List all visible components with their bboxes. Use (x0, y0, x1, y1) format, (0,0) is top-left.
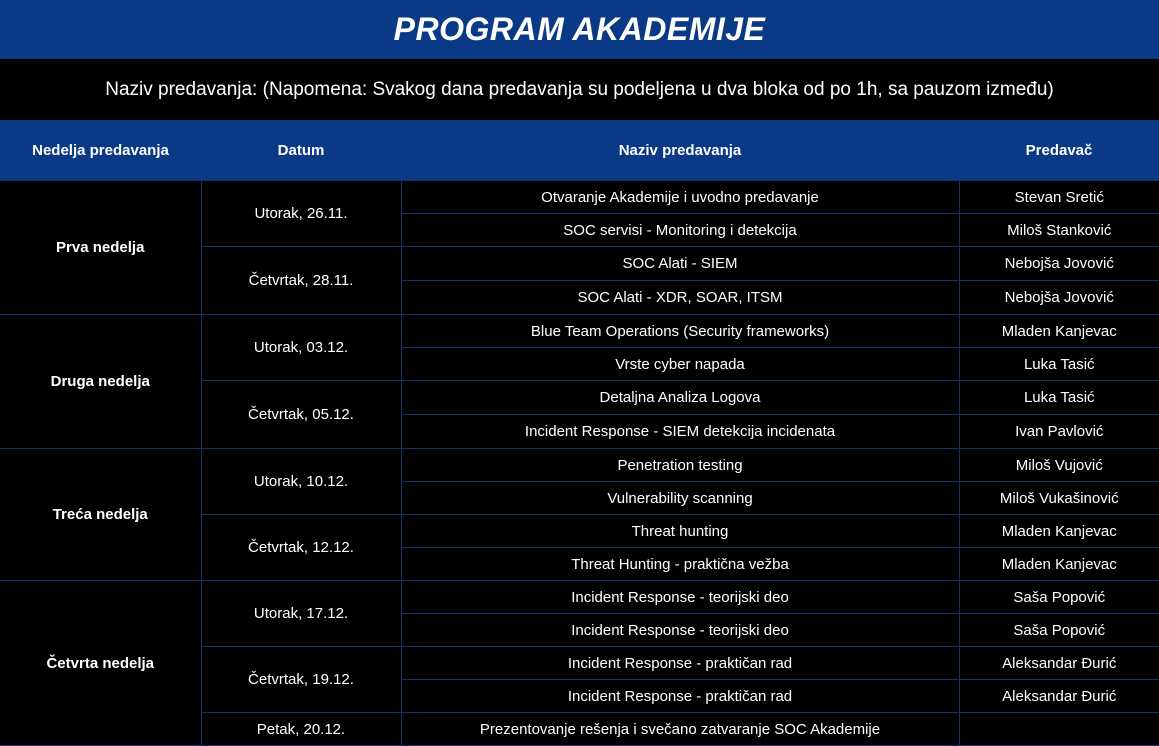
date-cell: Četvrtak, 12.12. (201, 515, 401, 581)
schedule-note: Naziv predavanja: (Napomena: Svakog dana predavanja su podeljena u dva bloka od po 1h, sa pauzom između) (105, 78, 1054, 100)
speaker-cell: Nebojša Jovović (959, 281, 1159, 315)
speaker-cell: Nebojša Jovović (959, 247, 1159, 281)
date-cell: Petak, 20.12. (201, 713, 401, 746)
header-date: Datum (201, 120, 401, 181)
speaker-cell: Mladen Kanjevac (959, 515, 1159, 548)
date-cell: Utorak, 03.12. (201, 315, 401, 381)
week-cell: Druga nedelja (0, 315, 201, 449)
table-row (0, 181, 1159, 214)
title-bar (0, 0, 1159, 59)
week-cell: Treća nedelja (0, 449, 201, 581)
date-cell: Četvrtak, 05.12. (201, 381, 401, 449)
schedule-table (0, 120, 1159, 746)
header-speaker: Predavač (959, 120, 1159, 181)
lecture-cell: Threat hunting (401, 515, 959, 548)
date-cell: Četvrtak, 28.11. (201, 247, 401, 315)
speaker-cell: Miloš Stanković (959, 214, 1159, 247)
week-cell: Prva nedelja (0, 181, 201, 315)
table-row (0, 449, 1159, 482)
speaker-cell: Saša Popović (959, 581, 1159, 614)
table-row (0, 581, 1159, 614)
speaker-cell: Luka Tasić (959, 348, 1159, 381)
date-cell: Utorak, 26.11. (201, 181, 401, 247)
speaker-cell: Mladen Kanjevac (959, 548, 1159, 581)
lecture-cell: SOC Alati - SIEM (401, 247, 959, 281)
header-row (0, 120, 1159, 181)
lecture-cell: SOC servisi - Monitoring i detekcija (401, 214, 959, 247)
lecture-cell: Incident Response - teorijski deo (401, 581, 959, 614)
header-week: Nedelja predavanja (0, 120, 201, 181)
speaker-cell: Mladen Kanjevac (959, 315, 1159, 348)
week-cell: Četvrta nedelja (0, 581, 201, 746)
page-title: PROGRAM AKADEMIJE (393, 11, 766, 47)
speaker-cell: Aleksandar Đurić (959, 680, 1159, 713)
lecture-cell: Prezentovanje rešenja i svečano zatvaranje SOC Akademije (401, 713, 959, 746)
lecture-cell: Incident Response - praktičan rad (401, 680, 959, 713)
lecture-cell: Penetration testing (401, 449, 959, 482)
lecture-cell: Incident Response - teorijski deo (401, 614, 959, 647)
lecture-cell: Detaljna Analiza Logova (401, 381, 959, 415)
lecture-cell: Blue Team Operations (Security frameworks) (401, 315, 959, 348)
lecture-cell: Vulnerability scanning (401, 482, 959, 515)
speaker-cell: Ivan Pavlović (959, 415, 1159, 449)
speaker-cell: Stevan Sretić (959, 181, 1159, 214)
speaker-cell: Miloš Vujović (959, 449, 1159, 482)
table-row (0, 315, 1159, 348)
speaker-cell: Saša Popović (959, 614, 1159, 647)
lecture-cell: Incident Response - SIEM detekcija incidenata (401, 415, 959, 449)
speaker-cell: Miloš Vukašinović (959, 482, 1159, 515)
speaker-cell (959, 713, 1159, 746)
lecture-cell: Otvaranje Akademije i uvodno predavanje (401, 181, 959, 214)
speaker-cell: Aleksandar Đurić (959, 647, 1159, 680)
date-cell: Utorak, 10.12. (201, 449, 401, 515)
header-lecture: Naziv predavanja (401, 120, 959, 181)
speaker-cell: Luka Tasić (959, 381, 1159, 415)
date-cell: Četvrtak, 19.12. (201, 647, 401, 713)
lecture-cell: Vrste cyber napada (401, 348, 959, 381)
date-cell: Utorak, 17.12. (201, 581, 401, 647)
lecture-cell: Incident Response - praktičan rad (401, 647, 959, 680)
lecture-cell: Threat Hunting - praktična vežba (401, 548, 959, 581)
note-bar (0, 59, 1159, 120)
lecture-cell: SOC Alati - XDR, SOAR, ITSM (401, 281, 959, 315)
